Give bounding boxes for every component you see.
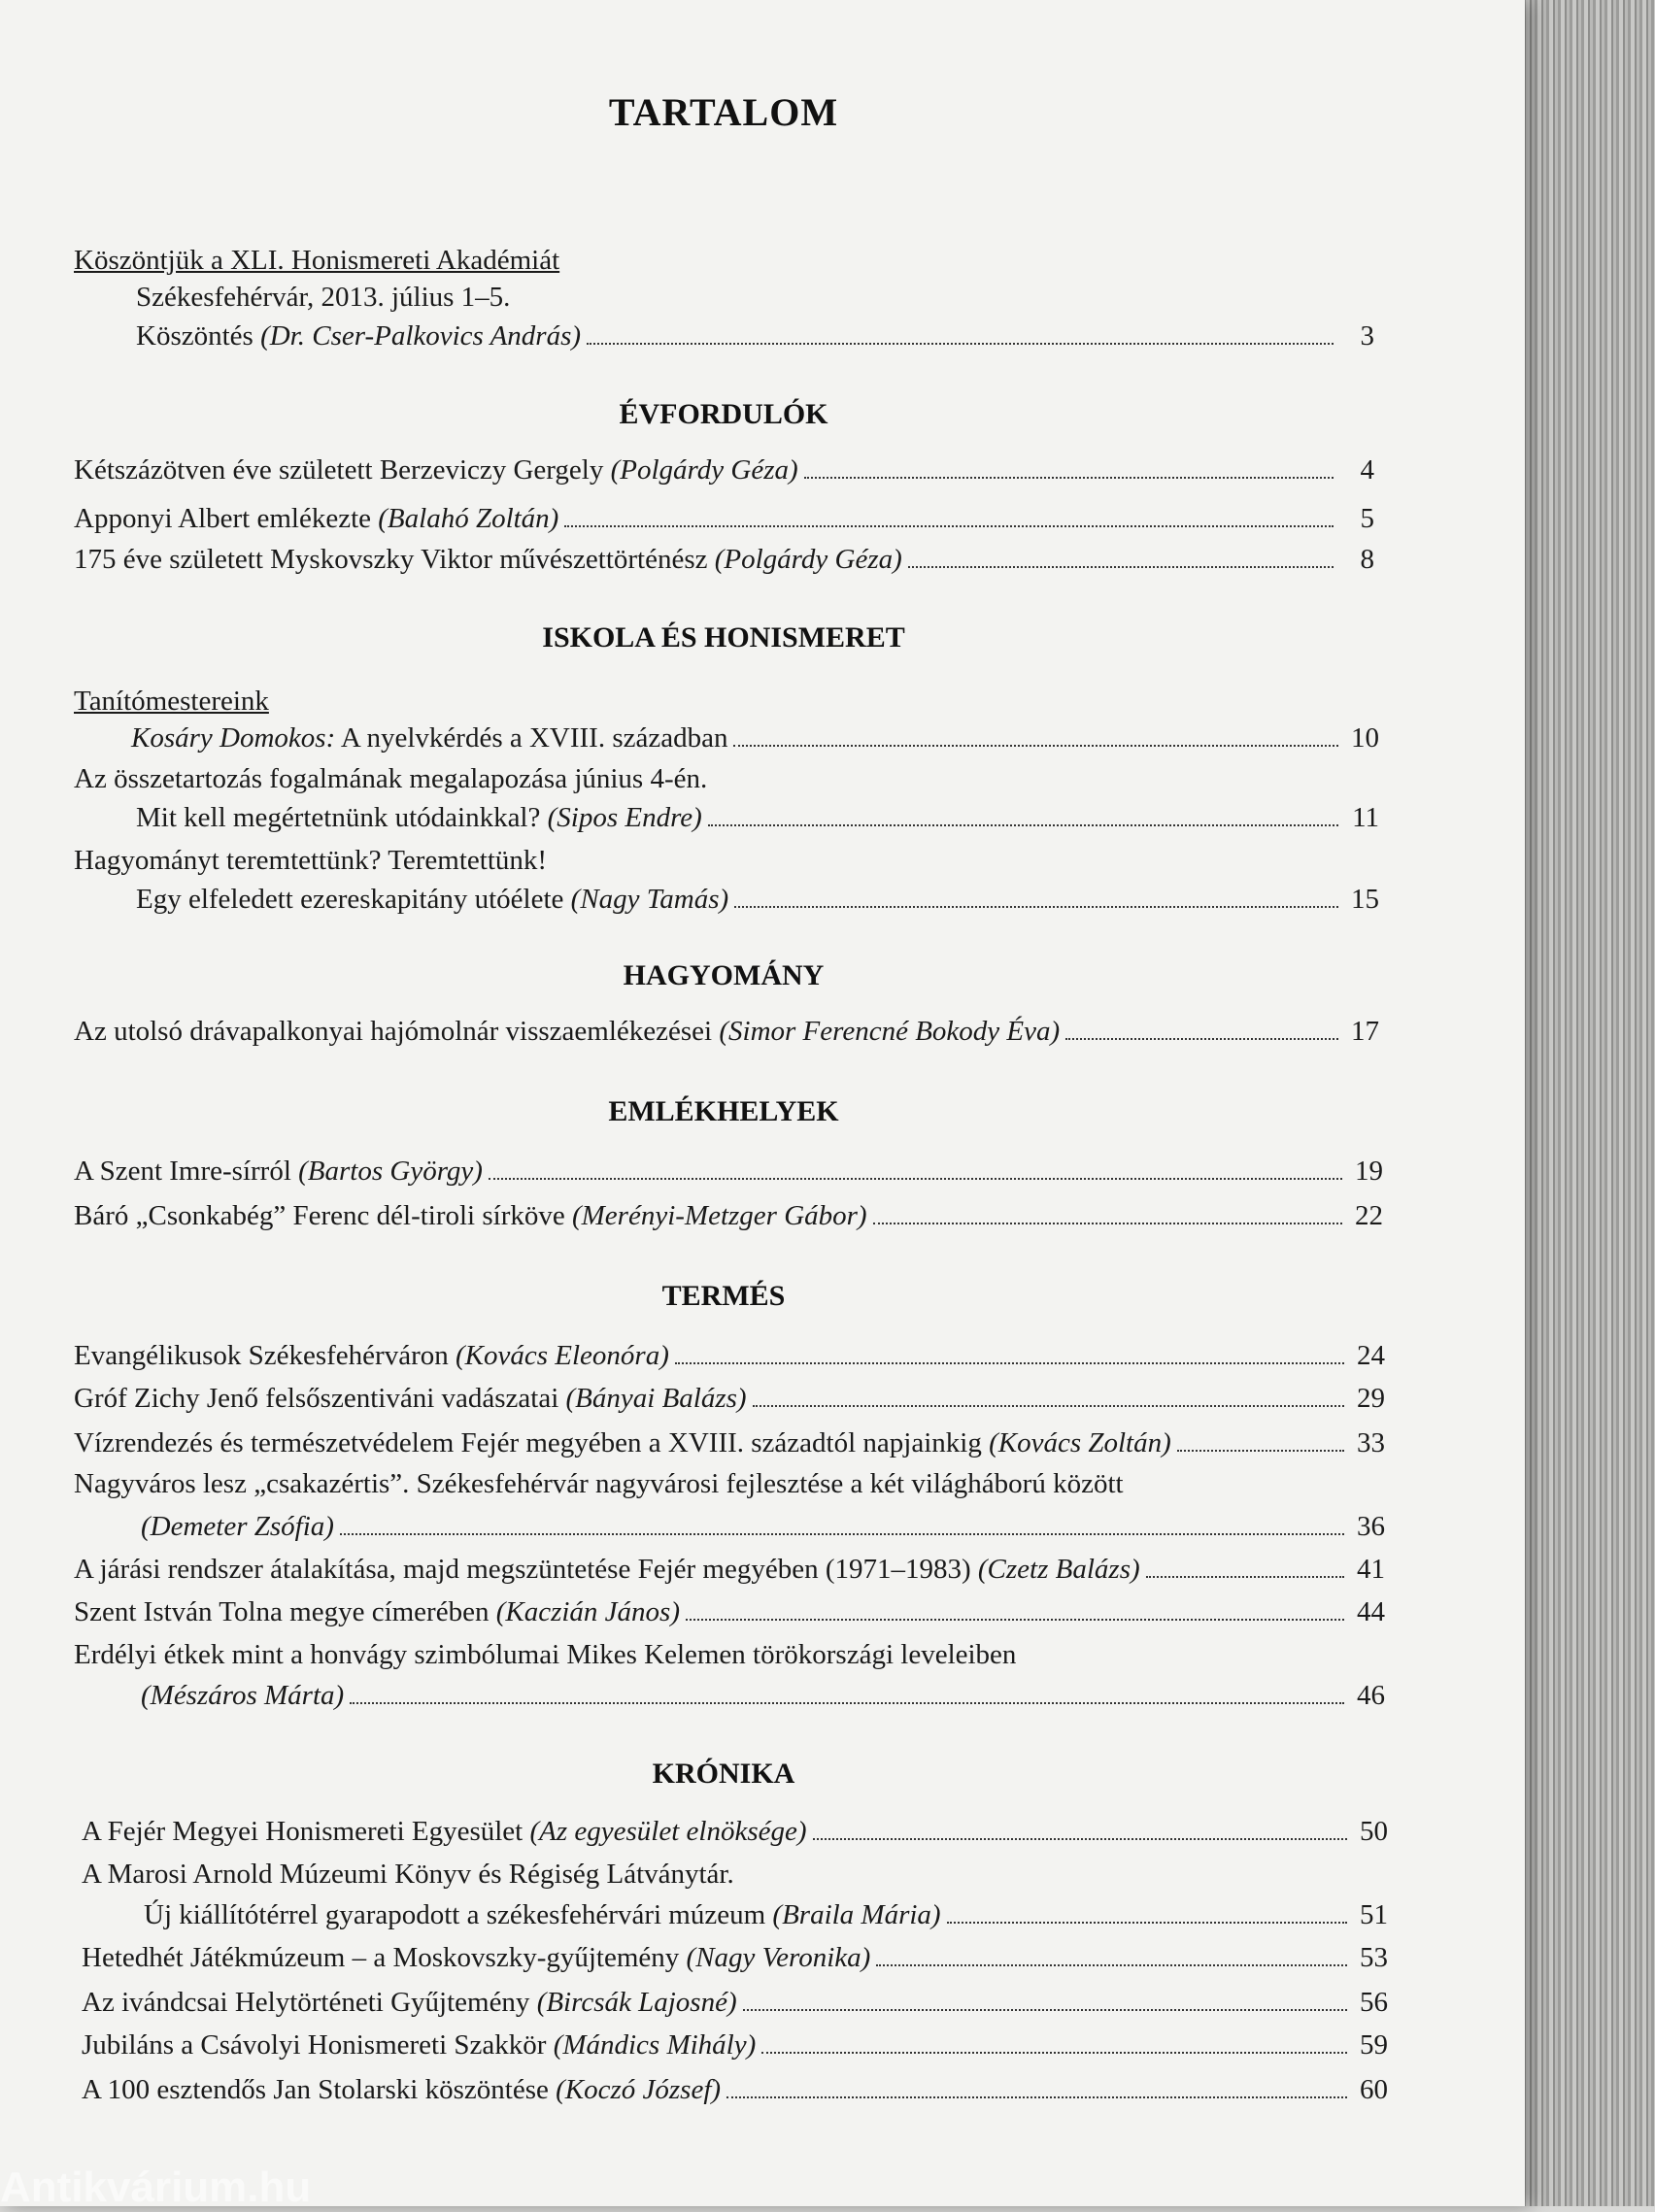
toc-entry[interactable]: A Szent Imre-sírról (Bartos György) 19: [74, 1156, 1383, 1187]
toc-entry[interactable]: Egy elfeledett ezereskapitány utóélete (Nagy Tamás) 15: [136, 884, 1379, 915]
toc-entry-line1: A Marosi Arnold Múzeumi Könyv és Régiség Látványtár.: [82, 1859, 734, 1890]
toc-entry[interactable]: Jubiláns a Csávolyi Honismereti Szakkör (Mándics Mihály) 59: [82, 2029, 1388, 2061]
toc-entry[interactable]: Új kiállítótérrel gyarapodott a székesfehérvári múzeum (Braila Mária) 51: [144, 1899, 1388, 1930]
toc-entry[interactable]: A 100 esztendős Jan Stolarski köszöntése (Koczó József) 60: [82, 2074, 1388, 2105]
toc-entry-line1: Az összetartozás fogalmának megalapozása június 4-én.: [74, 763, 708, 794]
toc-entry[interactable]: Báró „Csonkabég” Ferenc dél-tiroli sírköve (Merényi-Metzger Gábor) 22: [74, 1200, 1383, 1231]
section-heading-kronika: KRÓNIKA: [652, 1758, 795, 1790]
toc-entry-line1: Hagyományt teremtettünk? Teremtettünk!: [74, 845, 548, 876]
section-heading-emlekhelyek: EMLÉKHELYEK: [608, 1095, 839, 1127]
section-heading-termes: TERMÉS: [661, 1280, 786, 1312]
section-heading-iskola: ISKOLA ÉS HONISMERET: [542, 621, 905, 654]
toc-entry[interactable]: Hetedhét Játékmúzeum – a Moskovszky-gyűjtemény (Nagy Veronika) 53: [82, 1942, 1388, 1973]
toc-entry[interactable]: Gróf Zichy Jenő felsőszentiváni vadászatai (Bányai Balázs) 29: [74, 1383, 1385, 1414]
toc-entry[interactable]: Az utolsó drávapalkonyai hajómolnár visszaemlékezései (Simor Ferencné Bokody Éva) 17: [74, 1016, 1379, 1047]
toc-entry[interactable]: A Fejér Megyei Honismereti Egyesület (Az egyesület elnöksége) 50: [82, 1816, 1388, 1847]
toc-entry-line1: Nagyváros lesz „csakazértis”. Székesfehérvár nagyvárosi fejlesztése a két világháború között: [74, 1468, 1124, 1499]
section-heading-hagyomany: HAGYOMÁNY: [623, 959, 825, 991]
toc-entry[interactable]: Az ivándcsai Helytörténeti Gyűjtemény (Bircsák Lajosné) 56: [82, 1987, 1388, 2018]
section-heading-evfordulok: ÉVFORDULÓK: [619, 398, 828, 430]
toc-entry[interactable]: Kétszázötven éve született Berzeviczy Gergely (Polgárdy Géza) 4: [74, 454, 1374, 486]
toc-entry-line1: Erdélyi étkek mint a honvágy szimbólumai Mikes Kelemen törökországi leveleiben: [74, 1639, 1017, 1670]
toc-entry[interactable]: A járási rendszer átalakítása, majd megszüntetése Fejér megyében (1971–1983) (Czetz Balázs) 41: [74, 1554, 1385, 1585]
toc-entry[interactable]: 175 éve született Myskovszky Viktor művészettörténész (Polgárdy Géza) 8: [74, 544, 1374, 575]
toc-entry[interactable]: Vízrendezés és természetvédelem Fejér megyében a XVIII. századtól napjainkig (Kovács Zoltán) 33: [74, 1427, 1385, 1458]
iskola-subheading: Tanítómestereink: [74, 686, 269, 717]
page-stack-edge: [1520, 0, 1655, 2206]
toc-entry[interactable]: (Demeter Zsófia) 36: [141, 1511, 1385, 1542]
page-title: TARTALOM: [608, 90, 839, 134]
intro-subline: Székesfehérvár, 2013. július 1–5.: [136, 282, 511, 313]
toc-entry[interactable]: Köszöntés (Dr. Cser-Palkovics András) 3: [136, 320, 1374, 352]
toc-entry[interactable]: Evangélikusok Székesfehérváron (Kovács Eleonóra) 24: [74, 1340, 1385, 1371]
toc-entry[interactable]: Kosáry Domokos: A nyelvkérdés a XVIII. században 10: [131, 722, 1379, 754]
toc-entry[interactable]: Apponyi Albert emlékezte (Balahó Zoltán) 5: [74, 503, 1374, 534]
toc-entry[interactable]: (Mészáros Márta) 46: [141, 1680, 1385, 1711]
intro-heading: Köszöntjük a XLI. Honismereti Akadémiát: [74, 245, 560, 276]
toc-entry[interactable]: Szent István Tolna megye címerében (Kaczián János) 44: [74, 1596, 1385, 1627]
watermark: Antikvárium.hu: [0, 2163, 312, 2211]
toc-entry[interactable]: Mit kell megértetnünk utódainkkal? (Sipos Endre) 11: [136, 802, 1379, 833]
